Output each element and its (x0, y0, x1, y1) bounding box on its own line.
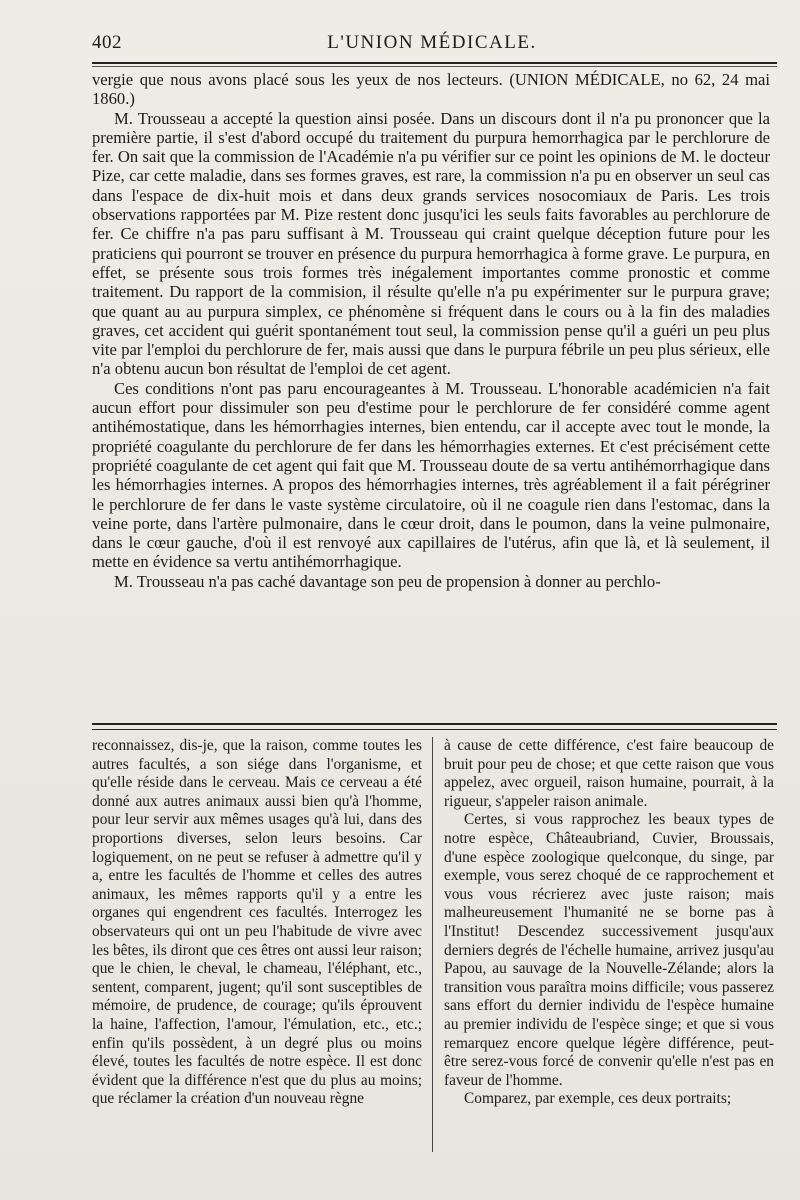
page-header (92, 28, 772, 56)
column-paragraph: à cause de cette différence, c'est faire beaucoup de bruit pour peu de chose; et que cette raison que vous appelez, avec orgueil, raison humaine, pourrait, à la rigueur, s'appeler raison animale. (444, 737, 774, 810)
main-paragraph: Ces conditions n'ont pas paru encourageantes à M. Trousseau. L'honorable académicien n'a fait aucun effort pour dissimuler son peu d'estime pour le perchlorure de fer considéré comme agent antihémostatique, dans les hémorrhagies internes, bien entendu, car il accepte avec tout le monde, la propriété coagulante du perchlorure de fer dans les hémorrhagies externes. Et c'est précisément cette propriété coagulante de cet agent qui fait que M. Trousseau doute de sa vertu antihémorrhagique dans les hémorrhagies internes. A propos des hémorrhagies internes, très agréablement il a fait pérégriner le perchlorure de fer dans le vaste système circulatoire, où il ne coagule rien dans l'estomac, dans la veine porte, dans l'artère pulmonaire, dans le cœur droit, dans le poumon, dans la veine pulmonaire, dans le cœur gauche, d'où il est renvoyé aux capillaires de l'utérus, afin que là, et là seulement, il mette en évidence sa vertu antihémorrhagique. (92, 378, 770, 572)
section-divider (92, 723, 777, 725)
journal-title: L'UNION MÉDICALE. (327, 32, 537, 53)
column-paragraph: Comparez, par exemple, ces deux portraits; (464, 1090, 732, 1108)
left-column (92, 737, 422, 1157)
right-column (444, 737, 774, 1157)
section-divider-thin (92, 729, 777, 730)
column-paragraph: reconnaissez, dis-je, que la raison, comme toutes les autres facultés, a son siége dans l'organisme, et qu'elle réside dans le cerveau. Mais ce cerveau a été donné aux autres animaux aussi bien qu'à l'homme, pour leur servir aux mêmes usages qu'à lui, dans des proportions diverses, selon leurs besoins. Car logiquement, on ne peut se refuser à admettre qu'il y a, entre les facultés de l'homme et celles des autres animaux, les mêmes rapports qu'il y a entre les organes qui engendrent ces facultés. Interrogez les observateurs qui ont un peu l'habitude de vivre avec les bêtes, ils diront que ces êtres ont aussi leur raison; que le chien, le cheval, le chameau, l'éléphant, etc., sentent, comparent, jugent; qu'il sont susceptibles de mémoire, de prudence, de courage; qu'ils éprouvent la haine, l'affection, l'amour, l'émulation, etc., etc.; enfin qu'ils possèdent, à un degré plus ou moins élevé, toutes les facultés de notre espèce. Il est donc évident que la différence n'est que du plus au moins; que réclamer la création d'un nouveau règne (92, 737, 422, 1108)
main-paragraph: M. Trousseau a accepté la question ainsi posée. Dans un discours dont il n'a pu prononcer que la première partie, il s'est d'abord occupé du traitement du purpura hemorrhagica par le perchlorure de fer. On sait que la commission de l'Académie n'a pu vérifier sur ce point les opinions de M. le docteur Pize, car cette maladie, dans ses formes graves, est rare, la commission n'a pu en observer un seul cas dans l'espace de dix-huit mois et dans deux grands services nosocomiaux de Paris. Les trois observations rapportées par M. Pize restent donc jusqu'ici les seuls faits favorables au perchlorure de fer. Ce chiffre n'a pas paru suffisant à M. Trousseau qui craint quelque déception future pour les praticiens qui pourront se trouver en présence du purpura hemorrhagica à forme grave. Le purpura, en effet, se présente sous trois formes très inégalement importantes comme pronostic et comme traitement. Du rapport de la commision, il résulte qu'elle n'a pu expérimenter sur le purpura grave; que quant au au purpura simplex, ce phénomène si fréquent dans le cours ou à la fin des maladies graves, cet accident qui guérit spontanément tout seul, la commission pense qu'il a guéri un peu plus vite par l'emploi du perchlorure de fer, mais aussi que dans le purpura fébrile un peu plus sérieux, elle n'a obtenu aucun bon résultat de l'emploi de cet agent. (92, 108, 770, 379)
header-rule-thin (92, 66, 777, 67)
column-separator (432, 737, 433, 1152)
main-text-block (92, 70, 770, 715)
header-rule (92, 62, 777, 64)
main-paragraph: M. Trousseau n'a pas caché davantage son peu de propension à donner au perchlo- (114, 571, 661, 591)
column-paragraph: Certes, si vous rapprochez les beaux types de notre espèce, Châteaubriand, Cuvier, Broussais, d'une espèce zoologique quelconque, du singe, par exemple, vous serez choqué de ce rapprochement et vous vous récrierez avec juste raison; mais malheureusement l'humanité ne se borne pas à l'Institut! Descendez successivement jusqu'aux derniers degrés de l'échelle humaine, arrivez jusqu'au Papou, au sauvage de la Nouvelle-Zélande; alors la transition vous paraîtra moins difficile; vous passerez sans effort du dernier individu de l'espèce humaine au premier individu de l'espèce singe; et que si vous remarquez encore quelque légère différence, peut-être serez-vous forcé de convenir qu'elle n'est pas en faveur de l'homme. (444, 811, 774, 1089)
page-number: 402 (92, 32, 122, 53)
main-paragraph: vergie que nous avons placé sous les yeux de nos lecteurs. (UNION MÉDICALE, no 62, 24 mai 1860.) (92, 70, 770, 109)
